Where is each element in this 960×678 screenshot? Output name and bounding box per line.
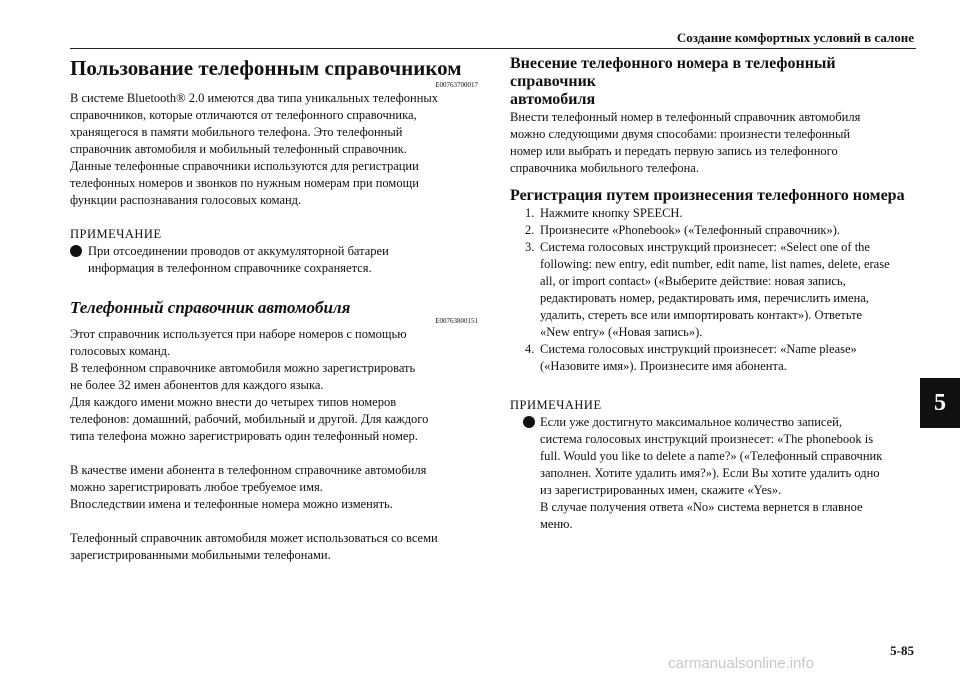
text-line: В телефонном справочнике автомобиля можно зарегистрировать bbox=[70, 361, 416, 375]
step-number: 2. bbox=[525, 223, 535, 237]
note-item bbox=[510, 414, 916, 533]
subsection-title: Регистрация путем произнесения телефонного номера bbox=[510, 187, 905, 204]
note-heading: ПРИМЕЧАНИЕ bbox=[510, 398, 602, 412]
body-paragraph bbox=[70, 462, 478, 513]
text-line: following: new entry, edit number, edit name, list names, delete, erase bbox=[540, 257, 890, 271]
text-line: Нажмите кнопку SPEECH. bbox=[540, 206, 683, 220]
section-title: Пользование телефонным справочником bbox=[70, 56, 462, 80]
text-line: можно следующими двумя способами: произнести телефонный bbox=[510, 127, 851, 141]
list-item bbox=[510, 222, 916, 239]
text-line: Данные телефонные справочники используются для регистрации bbox=[70, 159, 419, 173]
text-line: из зарегистрированных имен, скажите «Yes». bbox=[540, 483, 782, 497]
text-line: справочника мобильного телефона. bbox=[510, 161, 699, 175]
body-paragraph bbox=[70, 326, 478, 445]
text-line: система голосовых инструкций произнесет: «The phonebook is bbox=[540, 432, 874, 446]
text-line: удалить, стереть все или импортировать контакт»). Ответьте bbox=[540, 308, 863, 322]
bullet-icon bbox=[523, 416, 535, 428]
list-item bbox=[510, 205, 916, 222]
text-line: справочников, которые отличаются от телефонного справочника, bbox=[70, 108, 417, 122]
title-line: Внесение телефонного номера в телефонный справочник bbox=[510, 55, 836, 90]
text-line: («Назовите имя»). Произнесите имя абонента. bbox=[540, 359, 787, 373]
text-line: типа телефона можно зарегистрировать один телефонный номер. bbox=[70, 429, 418, 443]
intro-text bbox=[510, 109, 916, 177]
left-column bbox=[70, 55, 478, 564]
note-item bbox=[70, 243, 478, 277]
page-number: 5-85 bbox=[890, 643, 914, 658]
text-line: «New entry» («Новая запись»). bbox=[540, 325, 703, 339]
text-line: справочник автомобиля и мобильный телефонный справочник. bbox=[70, 142, 407, 156]
section-code: E00763700017 bbox=[435, 81, 478, 89]
running-header: Создание комфортных условий в салоне bbox=[676, 30, 914, 45]
text-line: all, or import contact» («Выберите действие: новая запись, bbox=[540, 274, 846, 288]
text-line: информация в телефонном справочнике сохраняется. bbox=[88, 261, 372, 275]
note-heading: ПРИМЕЧАНИЕ bbox=[70, 227, 162, 241]
text-line: Внести телефонный номер в телефонный справочник автомобиля bbox=[510, 110, 861, 124]
text-line: Телефонный справочник автомобиля может использоваться со всеми bbox=[70, 531, 438, 545]
text-line: номер или выбрать и передать первую запись из телефонного bbox=[510, 144, 838, 158]
step-number: 3. bbox=[525, 240, 535, 254]
text-line: Для каждого имени можно внести до четырех типов номеров bbox=[70, 395, 397, 409]
text-line: Система голосовых инструкций произнесет: «Select one of the bbox=[540, 240, 870, 254]
steps-list bbox=[510, 205, 916, 375]
subsection-code: E00763800151 bbox=[435, 317, 478, 325]
text-line: full. Would you like to delete a name?» («Телефонный справочник bbox=[540, 449, 883, 463]
text-line: хранящегося в памяти мобильного телефона. Это телефонный bbox=[70, 125, 403, 139]
subsection-title: Телефонный справочник автомобиля bbox=[70, 298, 351, 317]
text-line: При отсоединении проводов от аккумуляторной батареи bbox=[88, 244, 389, 258]
text-line: заполнен. Хотите удалить имя?»). Если Вы хотите удалить одно bbox=[540, 466, 880, 480]
text-line: Система голосовых инструкций произнесет: «Name please» bbox=[540, 342, 857, 356]
text-line: редактировать номер, редактировать имя, перечислить имена, bbox=[540, 291, 869, 305]
watermark: carmanualsonline.info bbox=[668, 655, 814, 672]
bullet-icon bbox=[70, 245, 82, 257]
intro-text bbox=[70, 90, 478, 209]
list-item bbox=[510, 239, 916, 341]
text-line: не более 32 имен абонентов для каждого языка. bbox=[70, 378, 324, 392]
section-title bbox=[510, 55, 916, 109]
step-number: 4. bbox=[525, 342, 535, 356]
text-line: можно зарегистрировать любое требуемое имя. bbox=[70, 480, 323, 494]
text-line: Впоследствии имена и телефонные номера можно изменять. bbox=[70, 497, 393, 511]
title-line: автомобиля bbox=[510, 91, 596, 108]
text-line: Если уже достигнуто максимальное количество записей, bbox=[540, 415, 842, 429]
step-number: 1. bbox=[525, 206, 535, 220]
right-column bbox=[510, 55, 916, 533]
text-line: зарегистрированными мобильными телефонами. bbox=[70, 548, 331, 562]
text-line: Этот справочник используется при наборе номеров с помощью bbox=[70, 327, 407, 341]
text-line: телефонных номеров и звонков по нужным номерам при помощи bbox=[70, 176, 419, 190]
text-line: В качестве имени абонента в телефонном справочнике автомобиля bbox=[70, 463, 427, 477]
text-line: В случае получения ответа «No» система вернется в главное bbox=[540, 500, 863, 514]
chapter-tab: 5 bbox=[920, 378, 960, 428]
text-line: функции распознавания голосовых команд. bbox=[70, 193, 302, 207]
text-line: телефонов: домашний, рабочий, мобильный и другой. Для каждого bbox=[70, 412, 429, 426]
text-line: Произнесите «Phonebook» («Телефонный справочник»). bbox=[540, 223, 841, 237]
list-item bbox=[510, 341, 916, 375]
body-paragraph bbox=[70, 530, 478, 564]
text-line: В системе Bluetooth® 2.0 имеются два типа уникальных телефонных bbox=[70, 91, 439, 105]
text-line: голосовых команд. bbox=[70, 344, 171, 358]
text-line: меню. bbox=[540, 517, 573, 531]
header-rule bbox=[70, 48, 916, 49]
